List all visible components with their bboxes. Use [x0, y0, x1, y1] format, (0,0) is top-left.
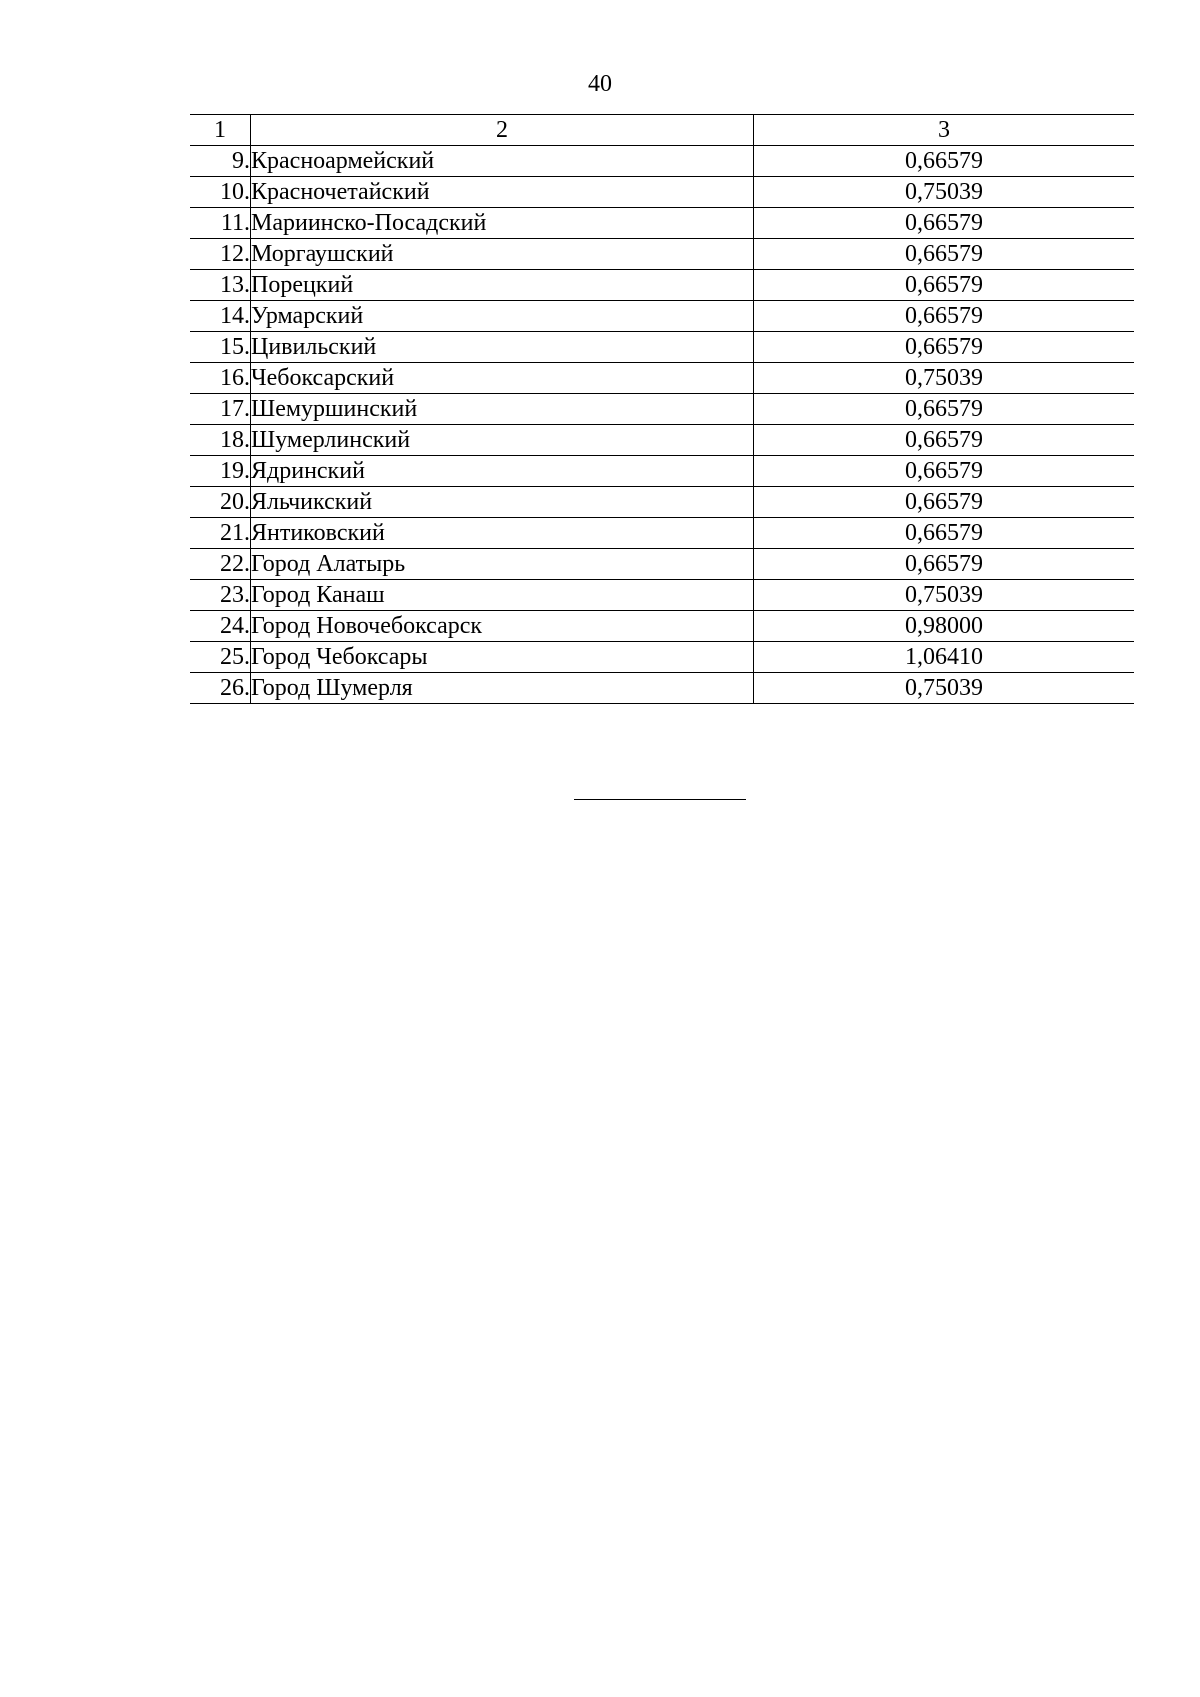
district-name: Урмарский — [251, 301, 754, 332]
row-number: 18. — [190, 425, 251, 456]
row-number: 19. — [190, 456, 251, 487]
district-name: Город Канаш — [251, 580, 754, 611]
table-row — [190, 456, 1134, 487]
district-name: Город Чебоксары — [251, 642, 754, 673]
district-name: Красноармейский — [251, 146, 754, 177]
page-number: 40 — [588, 71, 612, 97]
district-name: Янтиковский — [251, 518, 754, 549]
header-col-3: 3 — [754, 115, 1135, 146]
district-name: Город Шумерля — [251, 673, 754, 704]
row-number: 14. — [190, 301, 251, 332]
header-col-2: 2 — [251, 115, 754, 146]
district-name: Шумерлинский — [251, 425, 754, 456]
district-name: Чебоксарский — [251, 363, 754, 394]
coefficient-value: 0,66579 — [754, 332, 1135, 363]
coefficient-value: 0,66579 — [754, 270, 1135, 301]
row-number: 20. — [190, 487, 251, 518]
table-row — [190, 580, 1134, 611]
coefficient-value: 0,66579 — [754, 301, 1135, 332]
end-divider — [574, 799, 746, 800]
table-row — [190, 239, 1134, 270]
table-row — [190, 394, 1134, 425]
coefficient-value: 1,06410 — [754, 642, 1135, 673]
coefficients-table — [190, 114, 1134, 704]
row-number: 9. — [190, 146, 251, 177]
row-number: 13. — [190, 270, 251, 301]
district-name: Шемуршинский — [251, 394, 754, 425]
row-number: 12. — [190, 239, 251, 270]
row-number: 22. — [190, 549, 251, 580]
table-row — [190, 425, 1134, 456]
district-name: Моргаушский — [251, 239, 754, 270]
header-col-1: 1 — [190, 115, 251, 146]
coefficient-value: 0,66579 — [754, 146, 1135, 177]
table-row — [190, 611, 1134, 642]
coefficient-value: 0,75039 — [754, 177, 1135, 208]
table-row — [190, 177, 1134, 208]
table-row — [190, 332, 1134, 363]
row-number: 17. — [190, 394, 251, 425]
row-number: 24. — [190, 611, 251, 642]
table-header — [190, 115, 1134, 146]
row-number: 26. — [190, 673, 251, 704]
row-number: 10. — [190, 177, 251, 208]
row-number: 25. — [190, 642, 251, 673]
table-row — [190, 270, 1134, 301]
table-row — [190, 301, 1134, 332]
coefficient-value: 0,66579 — [754, 518, 1135, 549]
district-name: Ядринский — [251, 456, 754, 487]
table-header-row — [190, 115, 1134, 146]
row-number: 23. — [190, 580, 251, 611]
row-number: 16. — [190, 363, 251, 394]
coefficient-value: 0,66579 — [754, 487, 1135, 518]
coefficient-value: 0,98000 — [754, 611, 1135, 642]
coefficient-value: 0,75039 — [754, 580, 1135, 611]
district-name: Мариинско-Посадский — [251, 208, 754, 239]
table-row — [190, 487, 1134, 518]
coefficient-value: 0,66579 — [754, 425, 1135, 456]
table-row — [190, 146, 1134, 177]
district-name: Цивильский — [251, 332, 754, 363]
coefficient-value: 0,75039 — [754, 673, 1135, 704]
district-name: Город Новочебоксарск — [251, 611, 754, 642]
district-name: Город Алатырь — [251, 549, 754, 580]
coefficient-value: 0,66579 — [754, 394, 1135, 425]
row-number: 15. — [190, 332, 251, 363]
coefficient-value: 0,66579 — [754, 549, 1135, 580]
table-row — [190, 642, 1134, 673]
coefficient-value: 0,75039 — [754, 363, 1135, 394]
district-name: Порецкий — [251, 270, 754, 301]
table-body — [190, 146, 1134, 704]
row-number: 11. — [190, 208, 251, 239]
table-row — [190, 363, 1134, 394]
coefficient-value: 0,66579 — [754, 456, 1135, 487]
coefficient-value: 0,66579 — [754, 208, 1135, 239]
row-number: 21. — [190, 518, 251, 549]
table-row — [190, 208, 1134, 239]
district-name: Яльчикский — [251, 487, 754, 518]
table-row — [190, 673, 1134, 704]
district-name: Красночетайский — [251, 177, 754, 208]
coefficient-value: 0,66579 — [754, 239, 1135, 270]
table-row — [190, 518, 1134, 549]
table-row — [190, 549, 1134, 580]
